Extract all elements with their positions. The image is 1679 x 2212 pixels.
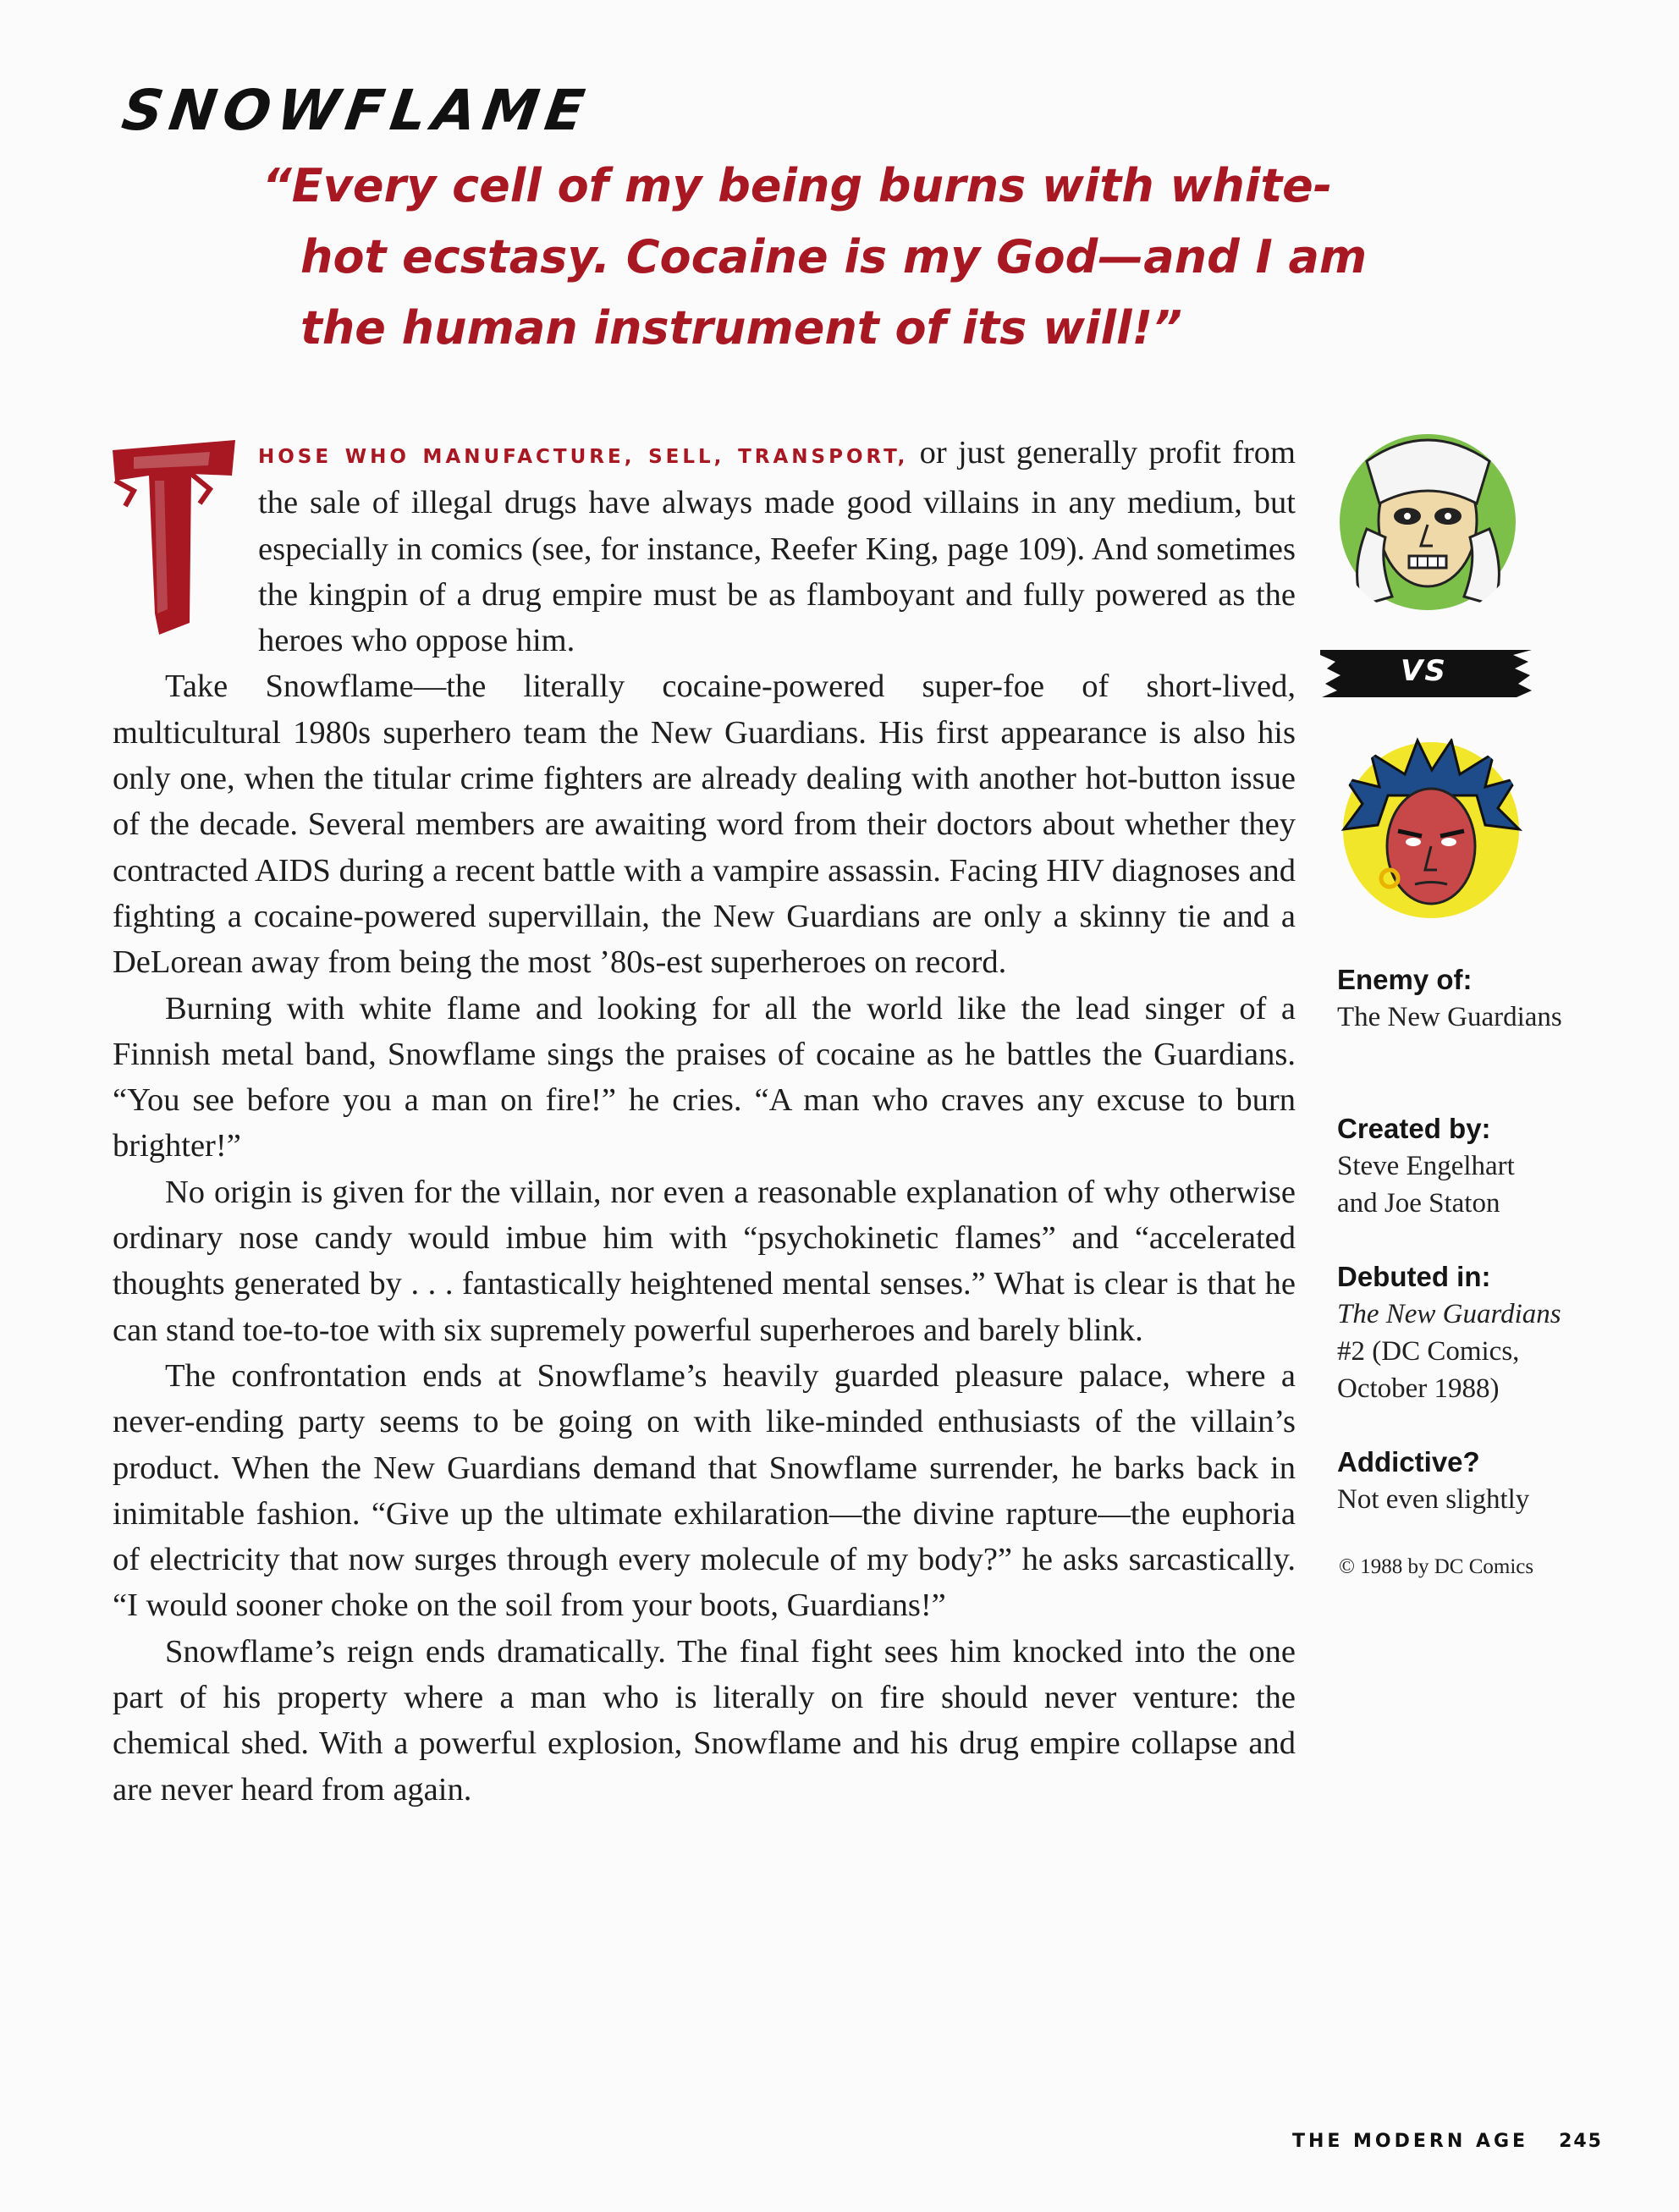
pull-quote — [262, 151, 1430, 364]
villain-avatar — [1337, 736, 1525, 924]
debuted-in-line-2: #2 (DC Comics, — [1337, 1336, 1520, 1367]
page-footer — [1292, 2131, 1603, 2152]
vs-label: VS — [1401, 654, 1447, 688]
paragraph-5: The confrontation ends at Snowflame’s heavily guarded pleasure palace, where a never-ending party seems to be going on with like-minded enthusiasts of the villain’s product. When the New Guardians demand that Snowflame surrender, he barks back in inimitable fashion. “Give up the ultimate exhilaration—the divine rapture—the euphoria of electricity that now surges through every molecule of my body?” he asks sarcastically. “I would sooner choke on the soil from your boots, Guardians!” — [113, 1357, 1296, 1624]
lead-caps: HOSE WHO MANUFACTURE, SELL, TRANSPORT, — [258, 446, 909, 468]
debuted-in-block — [1337, 1258, 1642, 1407]
quote-line-2: hot ecstasy. Cocaine is my God—and I am — [300, 230, 1368, 283]
enemy-of-value: The New Guardians — [1337, 1002, 1562, 1032]
footer-section: THE MODERN AGE — [1291, 2131, 1529, 2152]
paragraph-4: No origin is given for the villain, nor even a reasonable explanation of why otherwise ordinary nose candy would imbue him with “psychokinetic flames” and “accelerated thoughts generated by . . . fantastically heightened mental senses.” What is clear is that he can stand toe-to-toe with six supremely powerful superheroes and barely blink. — [113, 1174, 1296, 1348]
created-by-line-2: and Joe Staton — [1337, 1188, 1500, 1219]
debuted-in-line-3: October 1988) — [1337, 1373, 1500, 1404]
paragraph-6: Snowflame’s reign ends dramatically. The final fight sees him knocked into the one part of his property where a man who is literally on fire should never venture: the chemical shed. With a powerful explosion, Snowflame and his drug empire collapse and are never heard from again. — [113, 1633, 1296, 1808]
created-by-line-1: Steve Engelhart — [1337, 1151, 1515, 1181]
copyright-note: © 1988 by DC Comics — [1339, 1555, 1534, 1578]
quote-line-1: “Every cell of my being burns with white- — [262, 159, 1333, 212]
addictive-label: Addictive? — [1337, 1446, 1480, 1477]
addictive-block — [1337, 1444, 1642, 1518]
addictive-value: Not even slightly — [1337, 1484, 1530, 1515]
page-number: 245 — [1559, 2131, 1603, 2152]
article-body — [113, 430, 1296, 1813]
created-by-block — [1337, 1110, 1642, 1222]
created-by-label: Created by: — [1337, 1113, 1491, 1144]
debuted-in-title: The New Guardians — [1337, 1299, 1561, 1329]
paragraph-1 — [113, 430, 1296, 663]
enemy-of-block — [1337, 961, 1642, 1036]
paragraph-2: Take Snowflame—the literally cocaine-powered super-foe of short-lived, multicultural 1980s superhero team the New Guardians. His first appearance is also his only one, when the titular crime fighters are already dealing with another hot-button issue of the decade. Several members are awaiting word from their doctors about whether they contracted AIDS during a recent battle with a vampire assassin. Facing HIV diagnoses and fighting a cocaine-powered supervillain, the New Guardians are only a skinny tie and a DeLorean away from being the most ’80s-est superheroes on record. — [113, 669, 1296, 981]
page-title: SNOWFLAME — [118, 78, 596, 143]
hero-avatar — [1333, 427, 1523, 618]
paragraph-3: Burning with white flame and looking for all the world like the lead singer of a Finnish metal band, Snowflame sings the praises of cocaine as he battles the Guardians. “You see before you a man on fire!” he cries. “A man who craves any excuse to burn brighter!” — [113, 990, 1296, 1164]
debuted-in-label: Debuted in: — [1337, 1261, 1491, 1292]
paragraph-1-text: or just generally profit from the sale of illegal drugs have always made good villains in any medium, but especially in comics (see, for instance, Reefer King, page 109). And sometimes the kingpin of a drug empire must be as flamboyant and fully powered as the heroes who oppose him. — [258, 435, 1296, 659]
quote-line-3: the human instrument of its will!” — [300, 301, 1182, 355]
enemy-of-label: Enemy of: — [1337, 964, 1473, 995]
